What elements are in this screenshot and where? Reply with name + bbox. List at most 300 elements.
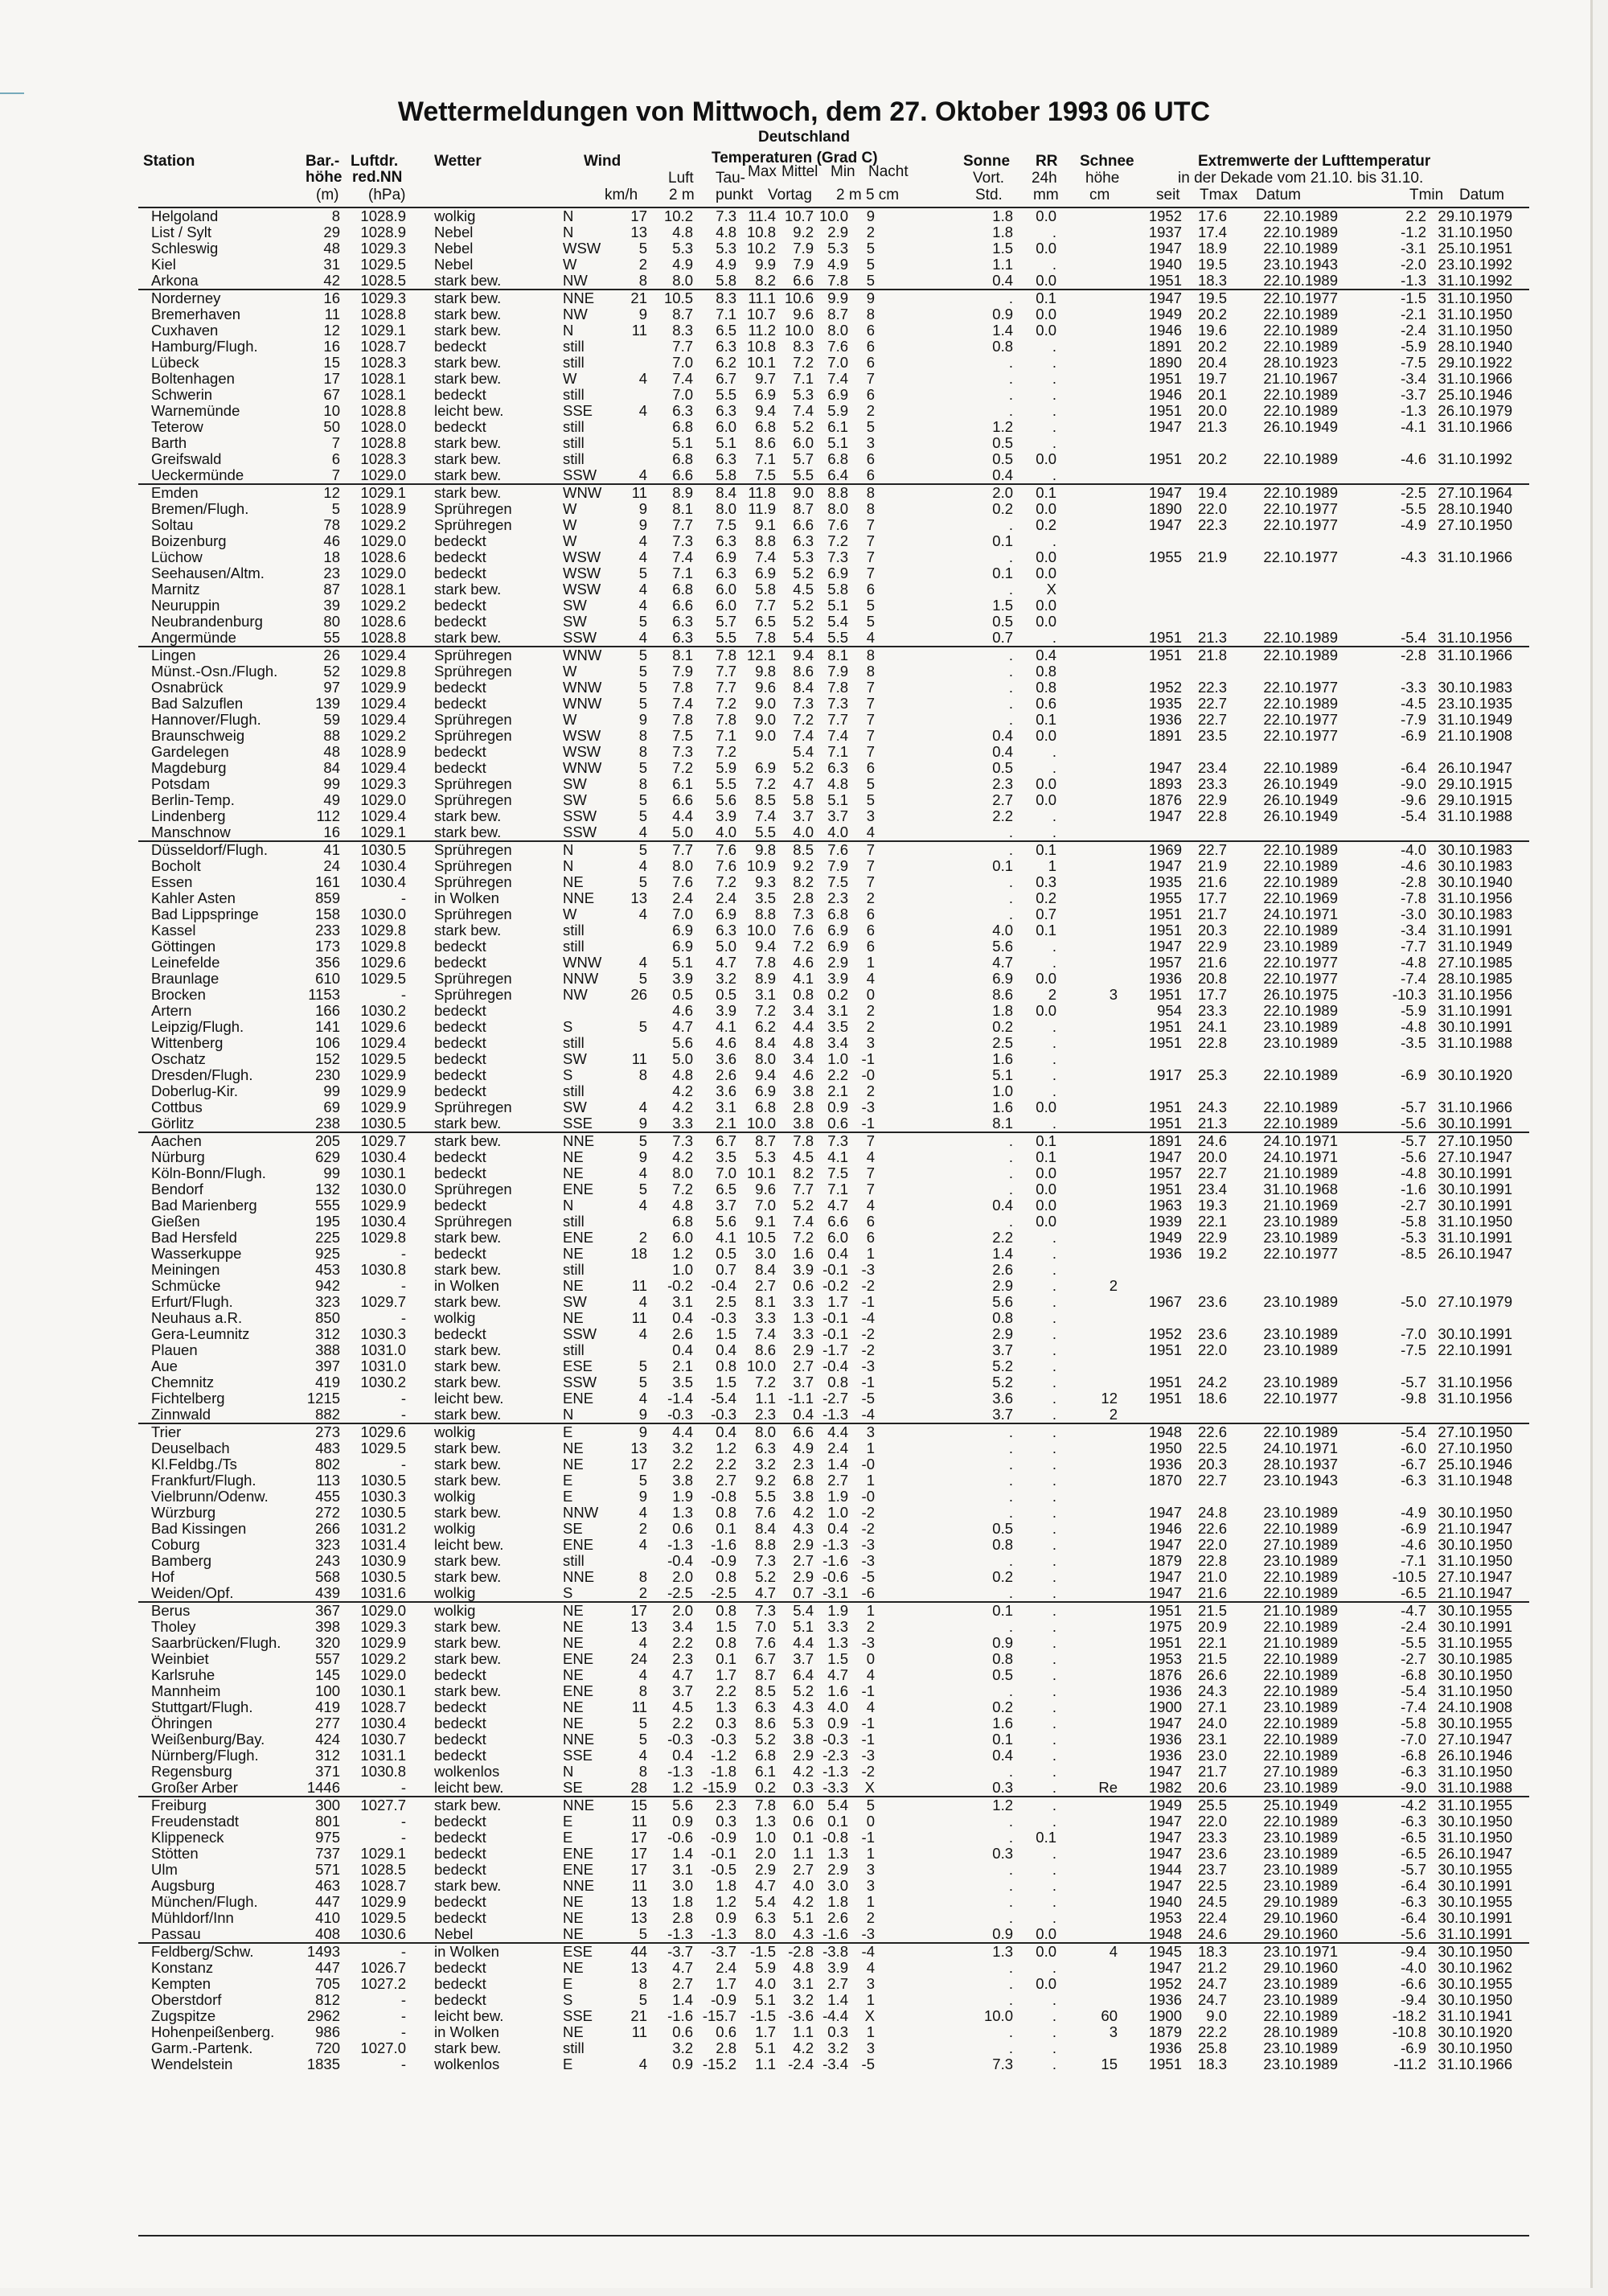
cell-press: 1028.0: [360, 418, 406, 435]
header-kmh: km/h: [605, 187, 638, 203]
cell-t-nacht: 3: [866, 1034, 875, 1051]
table-row: [138, 2024, 1529, 2040]
cell-tmin-date: 25.10.1946: [1438, 386, 1512, 403]
cell-windspeed: 11: [631, 1050, 647, 1067]
cell-t-min: 1.9: [827, 1602, 848, 1619]
cell-station: Klippeneck: [151, 1829, 224, 1846]
header-bar3: (m): [316, 187, 339, 203]
cell-t-min: -0.6: [822, 1568, 848, 1585]
cell-tmax: 22.0: [1197, 500, 1227, 517]
cell-rr: 0.0: [1036, 1943, 1056, 1960]
cell-station: Trier: [151, 1423, 182, 1440]
cell-t-luft: 6.6: [672, 466, 693, 483]
cell-t-mittel: 5.2: [793, 565, 814, 581]
cell-seit: 1939: [1148, 1213, 1182, 1230]
cell-t-min: 1.3: [827, 1845, 848, 1862]
cell-tmin: -2.1: [1401, 306, 1426, 322]
cell-winddir: NNE: [563, 1132, 595, 1149]
cell-t-mittel: 6.0: [793, 434, 814, 451]
cell-t-max: 1.7: [755, 2023, 776, 2040]
cell-press: 1029.1: [360, 322, 406, 339]
cell-baro: 78: [323, 516, 340, 533]
cell-weather: bedeckt: [434, 1002, 486, 1019]
cell-press: 1029.0: [360, 532, 406, 549]
cell-tmin: -5.0: [1401, 1293, 1426, 1310]
cell-t-mittel: 7.2: [793, 711, 814, 728]
cell-tmax-date: 24.10.1971: [1263, 906, 1338, 922]
cell-t-tau: 4.8: [716, 224, 736, 240]
cell-seit: 1935: [1148, 873, 1182, 890]
cell-tmax: 17.7: [1197, 889, 1227, 906]
cell-baro: 300: [315, 1797, 340, 1813]
cell-weather: bedeckt: [434, 1245, 486, 1262]
cell-press: 1029.4: [360, 711, 406, 728]
cell-winddir: SSE: [563, 402, 593, 419]
station-group: [138, 483, 1529, 646]
cell-weather: bedeckt: [434, 1666, 486, 1683]
cell-tmax-date: 28.10.1923: [1263, 354, 1338, 371]
cell-tmin-date: 27.10.1950: [1438, 516, 1512, 533]
cell-winddir: WSW: [563, 743, 601, 760]
cell-press: 1030.5: [360, 841, 406, 858]
cell-t-tau: -3.7: [711, 1943, 736, 1960]
cell-t-tau: -0.8: [711, 1488, 736, 1505]
cell-t-min: 0.4: [827, 1245, 848, 1262]
cell-t-luft: 7.4: [672, 548, 693, 565]
cell-winddir: still: [563, 2039, 585, 2056]
cell-windspeed: 5: [638, 240, 647, 257]
cell-winddir: N: [563, 207, 574, 224]
cell-t-luft: 6.6: [672, 597, 693, 614]
cell-windspeed: 9: [638, 306, 647, 322]
table-row: [138, 1390, 1529, 1407]
cell-t-max: 10.8: [746, 338, 776, 355]
cell-winddir: still: [563, 1034, 585, 1051]
cell-windspeed: 4: [638, 532, 647, 549]
cell-tmin: -6.8: [1401, 1747, 1426, 1764]
cell-t-max: 10.0: [746, 1357, 776, 1374]
cell-t-min: 2.4: [827, 1440, 848, 1456]
cell-weather: Sprühregen: [434, 841, 512, 858]
cell-t-nacht: 6: [866, 386, 875, 403]
cell-sun: .: [1008, 1893, 1013, 1910]
cell-t-max: 3.2: [755, 1456, 776, 1472]
cell-baro: 173: [315, 938, 340, 955]
cell-sun: 0.5: [992, 759, 1013, 776]
station-group: [138, 207, 1529, 289]
cell-t-nacht: 1: [866, 954, 875, 971]
cell-seit: 1947: [1148, 1568, 1182, 1585]
cell-press: -: [400, 1991, 406, 2008]
cell-sun: 0.8: [992, 1650, 1013, 1667]
table-row: [138, 1635, 1529, 1651]
cell-t-mittel: 4.2: [793, 2039, 814, 2056]
cell-tmin: -6.8: [1401, 1666, 1426, 1683]
cell-seit: 1951: [1148, 1602, 1182, 1619]
cell-t-nacht: 6: [866, 938, 875, 955]
cell-rr: .: [1052, 1568, 1056, 1585]
cell-rr: .: [1052, 1845, 1056, 1862]
cell-weather: wolkig: [434, 1309, 476, 1326]
cell-rr: .: [1052, 1229, 1056, 1246]
cell-t-mittel: 10.0: [784, 322, 814, 339]
cell-winddir: SSE: [563, 2007, 593, 2024]
cell-tmin: -6.4: [1401, 759, 1426, 776]
cell-seit: 1891: [1148, 338, 1182, 355]
cell-baro: 161: [315, 873, 340, 890]
cell-winddir: NE: [563, 1634, 584, 1651]
table-bottom-rule: [138, 2235, 1529, 2236]
cell-tmax: 22.6: [1197, 1520, 1227, 1537]
cell-sun: .: [1008, 873, 1013, 890]
cell-tmax-date: 22.10.1989: [1263, 647, 1338, 663]
cell-t-min: 6.9: [827, 386, 848, 403]
cell-press: 1029.4: [360, 695, 406, 712]
cell-t-luft: 2.8: [672, 1909, 693, 1926]
cell-station: Cuxhaven: [151, 322, 219, 339]
cell-t-mittel: 3.4: [793, 1002, 814, 1019]
cell-sun: 0.1: [992, 1602, 1013, 1619]
table-row: [138, 939, 1529, 955]
cell-t-mittel: 9.0: [793, 484, 814, 501]
cell-t-min: 0.3: [827, 2023, 848, 2040]
cell-tmax: 24.2: [1197, 1374, 1227, 1390]
cell-t-max: 7.4: [755, 548, 776, 565]
cell-tmin-date: 31.10.1950: [1438, 306, 1512, 322]
cell-tmax: 24.6: [1197, 1132, 1227, 1149]
cell-tmax-date: 22.10.1989: [1263, 240, 1338, 257]
cell-t-luft: 7.0: [672, 354, 693, 371]
cell-t-min: -1.6: [822, 1552, 848, 1569]
cell-press: 1030.5: [360, 1568, 406, 1585]
cell-station: Coburg: [151, 1536, 200, 1553]
cell-station: Kempten: [151, 1975, 211, 1992]
cell-windspeed: 2: [638, 1229, 647, 1246]
cell-rr: 0.0: [1036, 322, 1056, 339]
cell-tmax-date: 22.10.1989: [1263, 1002, 1338, 1019]
cell-windspeed: 11: [631, 1277, 647, 1294]
cell-station: Stuttgart/Flugh.: [151, 1698, 253, 1715]
cell-t-nacht: 5: [866, 272, 875, 289]
cell-tmin-date: 31.10.1991: [1438, 1925, 1512, 1942]
header-vort: Vort.: [973, 170, 1005, 187]
cell-t-min: 5.1: [827, 434, 848, 451]
table-row: [138, 339, 1529, 355]
cell-baro: 424: [315, 1731, 340, 1748]
cell-rr: 0.0: [1036, 1002, 1056, 1019]
cell-weather: wolkig: [434, 1520, 476, 1537]
cell-baro: 59: [323, 711, 340, 728]
cell-tmax: 21.5: [1197, 1650, 1227, 1667]
cell-station: Gießen: [151, 1213, 200, 1230]
cell-t-tau: 7.7: [716, 679, 736, 696]
cell-t-nacht: 6: [866, 322, 875, 339]
cell-tmax-date: 22.10.1989: [1263, 1584, 1338, 1601]
cell-sun: 0.4: [992, 727, 1013, 744]
cell-weather: Nebel: [434, 256, 474, 273]
cell-sun: .: [1008, 402, 1013, 419]
cell-t-nacht: 5: [866, 240, 875, 257]
cell-t-max: 4.7: [755, 1584, 776, 1601]
cell-station: Teterow: [151, 418, 203, 435]
table-row: [138, 1764, 1529, 1780]
header-t-max: Max: [748, 163, 777, 180]
cell-t-luft: 3.0: [672, 1877, 693, 1894]
cell-seit: 1951: [1148, 1341, 1182, 1358]
table-row: [138, 614, 1529, 630]
cell-seit: 1946: [1148, 322, 1182, 339]
cell-rr: .: [1052, 1650, 1056, 1667]
cell-station: Leipzig/Flugh.: [151, 1018, 244, 1035]
table-row: [138, 387, 1529, 403]
cell-t-mittel: 5.2: [793, 597, 814, 614]
cell-tmax: 22.8: [1197, 807, 1227, 824]
cell-tmin-date: 31.10.1950: [1438, 1682, 1512, 1699]
cell-sun: 0.5: [992, 1666, 1013, 1683]
cell-baro: 942: [315, 1277, 340, 1294]
cell-tmin-date: 31.10.1988: [1438, 1034, 1512, 1051]
cell-windspeed: 8: [638, 727, 647, 744]
cell-t-luft: 4.8: [672, 224, 693, 240]
cell-t-tau: 6.3: [716, 922, 736, 939]
cell-seit: 1975: [1148, 1618, 1182, 1635]
cell-tmax-date: 22.10.1989: [1263, 386, 1338, 403]
cell-seit: 1952: [1148, 679, 1182, 696]
cell-tmax: 22.3: [1197, 679, 1227, 696]
cell-station: Neuhaus a.R.: [151, 1309, 243, 1326]
cell-press: 1028.3: [360, 354, 406, 371]
cell-tmax: 22.7: [1197, 841, 1227, 858]
cell-t-tau: 7.6: [716, 841, 736, 858]
cell-tmax: 24.1: [1197, 1018, 1227, 1035]
cell-rr: 0.0: [1036, 1213, 1056, 1230]
cell-press: 1029.1: [360, 484, 406, 501]
cell-tmin-date: 28.10.1940: [1438, 338, 1512, 355]
cell-sun: .: [1008, 679, 1013, 696]
cell-baro: 100: [315, 1682, 340, 1699]
cell-t-tau: 0.8: [716, 1634, 736, 1651]
cell-tmax: 24.7: [1197, 1991, 1227, 2008]
cell-t-nacht: -1: [861, 1374, 875, 1390]
cell-press: 1029.3: [360, 240, 406, 257]
cell-t-tau: 0.7: [716, 1261, 736, 1278]
cell-tmin: -4.0: [1401, 841, 1426, 858]
cell-t-min: 4.7: [827, 1666, 848, 1683]
cell-sun: 0.7: [992, 629, 1013, 646]
cell-seit: 1947: [1148, 1829, 1182, 1846]
cell-t-min: 4.8: [827, 775, 848, 792]
cell-winddir: ENE: [563, 1682, 594, 1699]
cell-tmin-date: 31.10.1950: [1438, 1763, 1512, 1780]
cell-sun: 0.5: [992, 613, 1013, 630]
cell-rr: .: [1052, 1261, 1056, 1278]
cell-press: 1030.3: [360, 1325, 406, 1342]
cell-t-nacht: 2: [866, 1909, 875, 1926]
cell-t-tau: 5.9: [716, 759, 736, 776]
cell-winddir: ENE: [563, 1845, 594, 1862]
cell-tmax: 23.3: [1197, 1829, 1227, 1846]
cell-station: Aachen: [151, 1132, 202, 1149]
cell-t-tau: 7.1: [716, 727, 736, 744]
cell-t-min: 6.8: [827, 906, 848, 922]
cell-t-max: 5.2: [755, 1731, 776, 1748]
cell-baro: 629: [315, 1148, 340, 1165]
cell-t-mittel: 9.4: [793, 647, 814, 663]
cell-seit: 1949: [1148, 1229, 1182, 1246]
cell-tmin-date: 29.10.1915: [1438, 791, 1512, 808]
cell-t-nacht: 4: [866, 1148, 875, 1165]
cell-t-max: 6.8: [755, 1747, 776, 1764]
cell-station: Zugspitze: [151, 2007, 216, 2024]
cell-seit: 1945: [1148, 1943, 1182, 1960]
cell-winddir: SSW: [563, 807, 597, 824]
cell-tmin-date: 30.10.1991: [1438, 1164, 1512, 1181]
cell-t-tau: 6.0: [716, 418, 736, 435]
cell-rr: 0.2: [1036, 516, 1056, 533]
cell-seit: 1953: [1148, 1909, 1182, 1926]
cell-rr: .: [1052, 1552, 1056, 1569]
header-tmax: Tmax: [1200, 187, 1238, 203]
cell-t-nacht: 6: [866, 906, 875, 922]
cell-press: 1027.0: [360, 2039, 406, 2056]
cell-baro: 12: [323, 322, 340, 339]
cell-rr: .: [1052, 370, 1056, 387]
cell-t-nacht: 4: [866, 1197, 875, 1214]
cell-t-luft: 3.1: [672, 1293, 693, 1310]
cell-baro: 205: [315, 1132, 340, 1149]
cell-weather: leicht bew.: [434, 1779, 504, 1796]
cell-tmin-date: 30.10.1950: [1438, 1504, 1512, 1521]
page-title: Wettermeldungen von Mittwoch, dem 27. Oktober 1993 06 UTC: [397, 97, 1211, 127]
cell-rr: .: [1052, 1341, 1056, 1358]
cell-station: Norderney: [151, 290, 221, 306]
cell-tmin: -4.7: [1401, 1602, 1426, 1619]
cell-station: Saarbrücken/Flugh.: [151, 1634, 281, 1651]
cell-tmin: -6.9: [1401, 1520, 1426, 1537]
cell-t-mittel: 1.3: [793, 1309, 814, 1326]
header-dekade: in der Dekade vom 21.10. bis 31.10.: [1178, 170, 1424, 187]
cell-baro: 166: [315, 1002, 340, 1019]
cell-t-mittel: 0.4: [793, 1406, 814, 1423]
cell-station: Augsburg: [151, 1877, 215, 1894]
cell-windspeed: 5: [638, 1991, 647, 2008]
cell-weather: Sprühregen: [434, 500, 512, 517]
cell-t-mittel: 4.5: [793, 581, 814, 598]
cell-station: Hohenpeißenberg.: [151, 2023, 275, 2040]
cell-rr: .: [1052, 224, 1056, 240]
cell-t-min: 5.1: [827, 597, 848, 614]
table-row: [138, 1813, 1529, 1830]
cell-winddir: WNW: [563, 954, 602, 971]
cell-winddir: NE: [563, 1698, 584, 1715]
cell-t-mittel: 8.2: [793, 873, 814, 890]
cell-tmax-date: 22.10.1989: [1263, 1423, 1338, 1440]
cell-seit: 1957: [1148, 954, 1182, 971]
cell-tmin: -7.4: [1401, 1698, 1426, 1715]
cell-rr: 0.0: [1036, 240, 1056, 257]
cell-t-min: 3.3: [827, 1618, 848, 1635]
cell-weather: Sprühregen: [434, 1213, 512, 1230]
table-row: [138, 1797, 1529, 1813]
cell-t-min: 0.9: [827, 1099, 848, 1115]
cell-station: Plauen: [151, 1341, 198, 1358]
cell-weather: Sprühregen: [434, 1099, 512, 1115]
cell-tmin: -6.3: [1401, 1813, 1426, 1830]
cell-t-luft: -0.2: [667, 1277, 693, 1294]
cell-t-max: 7.0: [755, 1618, 776, 1635]
cell-windspeed: 11: [631, 1309, 647, 1326]
cell-t-min: 6.8: [827, 450, 848, 467]
cell-baro: 84: [323, 759, 340, 776]
cell-t-max: 9.4: [755, 1066, 776, 1083]
cell-baro: 112: [316, 807, 340, 824]
cell-winddir: WNW: [563, 695, 602, 712]
cell-tmax-date: 23.10.1989: [1263, 2039, 1338, 2056]
cell-t-tau: 0.6: [716, 2023, 736, 2040]
table-row: [138, 1294, 1529, 1310]
cell-sun: .: [1008, 1148, 1013, 1165]
cell-sun: 2.3: [992, 775, 1013, 792]
cell-winddir: NE: [563, 1309, 584, 1326]
cell-sun: .: [1008, 1829, 1013, 1846]
cell-press: 1029.0: [360, 1666, 406, 1683]
cell-tmin-date: 27.10.1947: [1438, 1731, 1512, 1748]
cell-windspeed: 11: [631, 1877, 647, 1894]
cell-sun: 0.9: [992, 1634, 1013, 1651]
cell-t-nacht: -1: [861, 1050, 875, 1067]
cell-t-nacht: 7: [866, 679, 875, 696]
cell-t-luft: 4.2: [672, 1082, 693, 1099]
table-row: [138, 403, 1529, 419]
table-row: [138, 1569, 1529, 1585]
cell-tmin-date: 26.10.1979: [1438, 402, 1512, 419]
cell-sun: 0.9: [992, 306, 1013, 322]
cell-windspeed: 5: [638, 791, 647, 808]
cell-t-max: 9.6: [755, 679, 776, 696]
cell-winddir: NE: [563, 1148, 584, 1165]
cell-rr: 0.0: [1036, 500, 1056, 517]
cell-t-min: 4.0: [827, 1698, 848, 1715]
cell-t-nacht: 7: [866, 565, 875, 581]
table-row: [138, 858, 1529, 874]
cell-tmin-date: 31.10.1950: [1438, 1552, 1512, 1569]
cell-tmin: -5.7: [1401, 1861, 1426, 1878]
cell-sun: 1.3: [992, 1943, 1013, 1960]
cell-weather: Sprühregen: [434, 775, 512, 792]
cell-t-mittel: 2.9: [793, 1747, 814, 1764]
cell-t-luft: 1.2: [672, 1245, 693, 1262]
cell-weather: stark bew.: [434, 1682, 502, 1699]
cell-t-nacht: -3: [861, 1925, 875, 1942]
cell-t-mittel: -3.6: [788, 2007, 814, 2024]
cell-tmax-date: 29.10.1989: [1263, 1893, 1338, 1910]
cell-windspeed: 4: [638, 466, 647, 483]
cell-snow: Re: [1098, 1779, 1118, 1796]
cell-station: Öhringen: [151, 1715, 213, 1731]
cell-tmin-date: 29.10.1915: [1438, 775, 1512, 792]
cell-t-luft: 3.5: [672, 1374, 693, 1390]
cell-t-max: 7.8: [755, 1797, 776, 1813]
cell-rr: .: [1052, 1440, 1056, 1456]
cell-baro: 152: [315, 1050, 340, 1067]
cell-tmax-date: 22.10.1977: [1263, 1245, 1338, 1262]
cell-station: Lübeck: [151, 354, 199, 371]
cell-t-tau: 5.1: [716, 434, 736, 451]
cell-tmax-date: 23.10.1989: [1263, 1552, 1338, 1569]
station-group: [138, 840, 1529, 1132]
cell-sun: 5.2: [992, 1374, 1013, 1390]
cell-t-luft: 1.0: [672, 1261, 693, 1278]
